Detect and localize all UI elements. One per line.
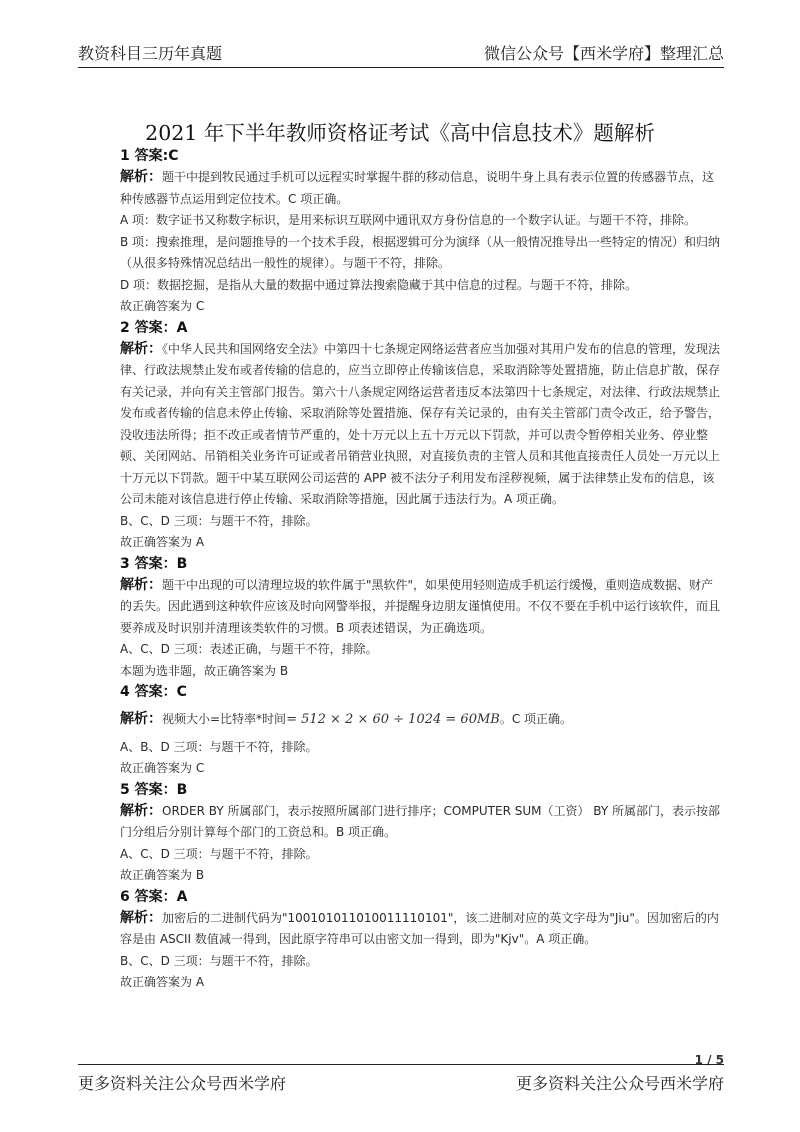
analysis-paragraph (120, 575, 724, 640)
footer-right-text: 更多资料关注公众号西米学府 (515, 1074, 724, 1093)
question-block-5 (120, 780, 724, 887)
analysis-text: 加密后的二进制代码为"100101011010011110101"，该二进制对应的英文字母为"Jiu"。因加密后的内容是由 ASCII 数值减一得到，因此原字符串可以由密文加一得到，即为"Kjv"。A 项正确。 (120, 910, 719, 946)
analysis-text: 《中华人民共和国网络安全法》中第四十七条规定网络运营者应当加强对其用户发布的信息的管理，发现法律、行政法规禁止发布或者传输的信息的，应当立即停止传输该信息，采取消除等处置措施，防止信息扩散，保存有关记录，并向有关主管部门报告。第六十八条规定网络运营者违反本法第四十七条规定，对法律、行政法规禁止发布或者传输的信息未停止传输、采取消除等处置措施、保存有关记录的，由有关主管部门责令改正，给予警告，没收违法所得；拒不改正或者情节严重的，处十万元以上五十万元以下罚款，并可以责令暂停相关业务、停业整顿、关闭网站、吊销相关业务许可证或者吊销营业执照，对直接负责的主管人员和其他直接责任人员处一万元以上十万元以下罚款。题干中某互联网公司运营的 APP 被不法分子利用发布淫秽视频，属于法律禁止发布的信息，该公司未能对该信息进行停止传输、采取消除等措施，因此属于违法行为。A 项正确。 (120, 341, 721, 506)
option-note: B、C、D 三项：与题干不符，排除。 (120, 513, 318, 528)
conclusion-text: 故正确答案为 A (120, 535, 205, 549)
header-left-text: 教资科目三历年真题 (78, 44, 223, 63)
analysis-paragraph (120, 709, 724, 731)
page-header (78, 36, 724, 68)
document-body (120, 146, 724, 994)
analysis-paragraph (120, 908, 724, 951)
conclusion-text: 本题为选非题，故正确答案为 B (120, 663, 289, 678)
analysis-paragraph (120, 339, 724, 511)
conclusion-text: 故正确答案为 C (120, 761, 205, 775)
analysis-text: 题干中出现的可以清理垃圾的软件属于"黑软件"，如果使用轻则造成手机运行缓慢，重则造成数据、财产的丢失。因此遇到这种软件应该及时向网警举报，并提醒身边朋友谨慎使用。不仅不要在手机中运行该软件，而且要养成及时识别并清理该类软件的习惯。B 项表述错误，为正确选项。 (120, 577, 721, 635)
answer-heading: 2 答案：A (120, 319, 188, 336)
header-right-text: 微信公众号【西米学府】整理汇总 (483, 44, 724, 63)
formula: = 512 × 2 × 60 ÷ 1024 = 60MB (286, 712, 500, 727)
question-block-4 (120, 682, 724, 780)
conclusion-text: 故正确答案为 C (120, 299, 205, 313)
analysis-label: 解析： (120, 576, 162, 593)
option-note: A、C、D 三项：与题干不符，排除。 (120, 846, 318, 861)
answer-heading: 1 答案:C (120, 148, 179, 164)
document-title: 2021 年下半年教师资格证考试《高中信息技术》题解析 (145, 121, 655, 145)
option-note: B、C、D 三项：与题干不符，排除。 (120, 953, 318, 968)
footer-left-text: 更多资料关注公众号西米学府 (78, 1074, 287, 1093)
answer-heading: 3 答案：B (120, 555, 188, 572)
analysis-label: 解析： (120, 909, 162, 926)
option-note: A 项：数字证书又称数字标识，是用来标识互联网中通讯双方身份信息的一个数字认证。与题干不符，排除。 (120, 213, 697, 227)
answer-heading: 6 答案：A (120, 888, 188, 905)
analysis-label: 解析： (120, 340, 162, 357)
conclusion-text: 故正确答案为 B (120, 868, 205, 882)
analysis-label: 解析： (120, 802, 162, 819)
analysis-text: ORDER BY 所属部门，表示按照所属部门进行排序；COMPUTER SUM（工资） BY 所属部门，表示按部门分组后分别计算每个部门的工资总和。B 项正确。 (120, 803, 721, 839)
analysis-text-suffix: 。C 项正确。 (499, 712, 573, 726)
page-number: 1 / 5 (694, 1053, 724, 1067)
analysis-label: 解析： (120, 169, 162, 185)
answer-heading: 4 答案：C (120, 684, 187, 700)
conclusion-text: 故正确答案为 A (120, 975, 205, 989)
option-note: A、B、D 三项：与题干不符，排除。 (120, 739, 318, 754)
analysis-paragraph (120, 167, 724, 210)
question-block-6 (120, 887, 724, 994)
question-block-2 (120, 318, 724, 554)
analysis-text: 题干中提到牧民通过手机可以远程实时掌握牛群的移动信息，说明牛身上具有表示位置的传感器节点，这种传感器节点运用到定位技术。C 项正确。 (120, 170, 715, 206)
option-note: D 项：数据挖掘，是指从大量的数据中通过算法搜索隐藏于其中信息的过程。与题干不符，排除。 (120, 277, 638, 292)
analysis-text: 视频大小=比特率*时间 (162, 712, 287, 726)
page-footer (78, 1064, 724, 1099)
answer-heading: 5 答案：B (120, 781, 188, 798)
option-note: A、C、D 三项：表述正确，与题干不符，排除。 (120, 642, 378, 656)
option-note: B 项：搜索推理，是问题推导的一个技术手段，根据逻辑可分为演绎（从一般情况推导出一些特定的情况）和归纳（从很多特殊情况总结出一般性的规律）。与题干不符，排除。 (120, 234, 721, 270)
question-block-3 (120, 554, 724, 683)
analysis-paragraph (120, 801, 724, 844)
analysis-label: 解析： (120, 711, 162, 727)
question-block-1 (120, 146, 724, 318)
